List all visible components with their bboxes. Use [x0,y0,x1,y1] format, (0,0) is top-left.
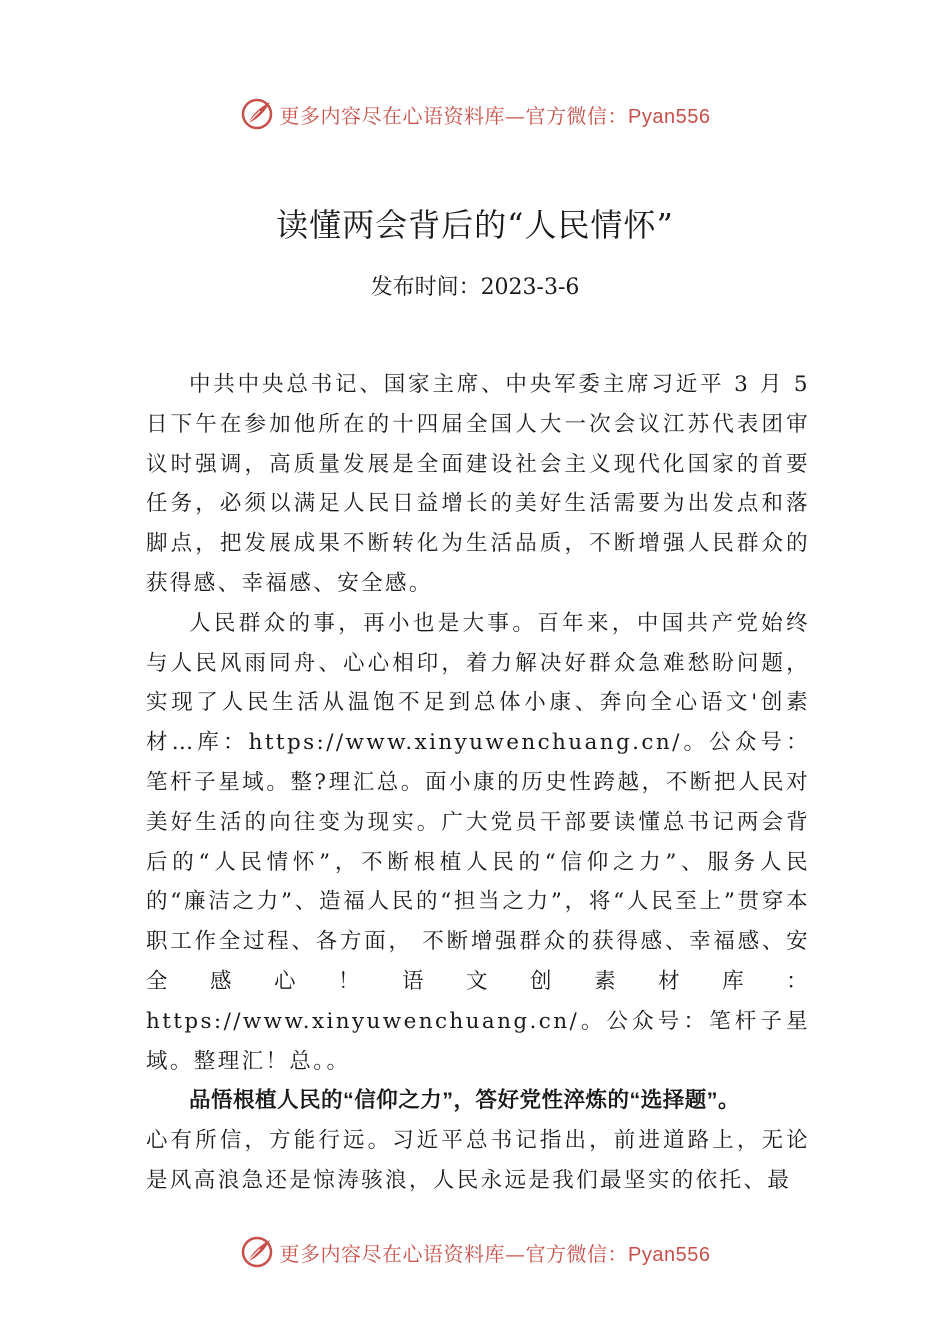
quill-logo-icon [240,1235,274,1269]
section-heading: 品悟根植人民的“信仰之力”，答好党性淬炼的“选择题”。 [189,1088,741,1113]
wechat-id: Pyan556 [628,105,711,128]
paragraph: 中共中央总书记、国家主席、中央军委主席习近平 3 月 5 日下午在参加他所在的十四届全国人大一次会议江苏代表团审议时强调，高质量发展是全面建设社会主义现代化国家的首要任务，必须以满足人民日益增长的美好生活需要为出发点和落脚点，把发展成果不断转化为生活品质，不断增强人民群众的获得感、幸福感、安全感。 [146,372,810,596]
article-title: 读懂两会背后的“人民情怀” [276,206,674,244]
paragraph: 人民群众的事，再小也是大事。百年来，中国共产党始终与人民风雨同舟、心心相印，着力解决好群众急难愁盼问题，实现了人民生活从温饱不足到总体小康、奔向全心语文'创素材…库：https://www.xinyuwenchuang.cn/。公众号：笔杆子星域。整?理汇总。面小康的历史性跨越，不断把人民对美好生活的向往变为现实。广大党员干部要读懂总书记两会背后的“人民情怀”，不断根植人民的“信仰之力”、服务人民的“廉洁之力”、造福人民的“担当之力”，将“人民至上”贯穿本职工作全过程、各方面， 不断增强群众的获得感、幸福感、安全感心！语文创素材库：https://www.xinyuwenchuang.cn/。公众号：笔杆子星域。整理汇！总。。 [146,610,810,1074]
banner-text: 更多内容尽在心语资料库—官方微信：Pyan556 [279,103,711,128]
wechat-id: Pyan556 [628,1243,711,1266]
publish-date: 发布时间：2023-3-6 [370,275,580,300]
quill-logo-icon [240,97,274,131]
section-text: 心有所信，方能行远。习近平总书记指出，前进道路上，无论是风高浪急还是惊涛骇浪，人民永远是我们最坚实的依托、最 [146,1128,810,1193]
article-body [146,365,810,1201]
banner-text: 更多内容尽在心语资料库—官方微信：Pyan556 [279,1241,711,1266]
header-banner [0,94,950,134]
footer-banner [0,1232,950,1272]
